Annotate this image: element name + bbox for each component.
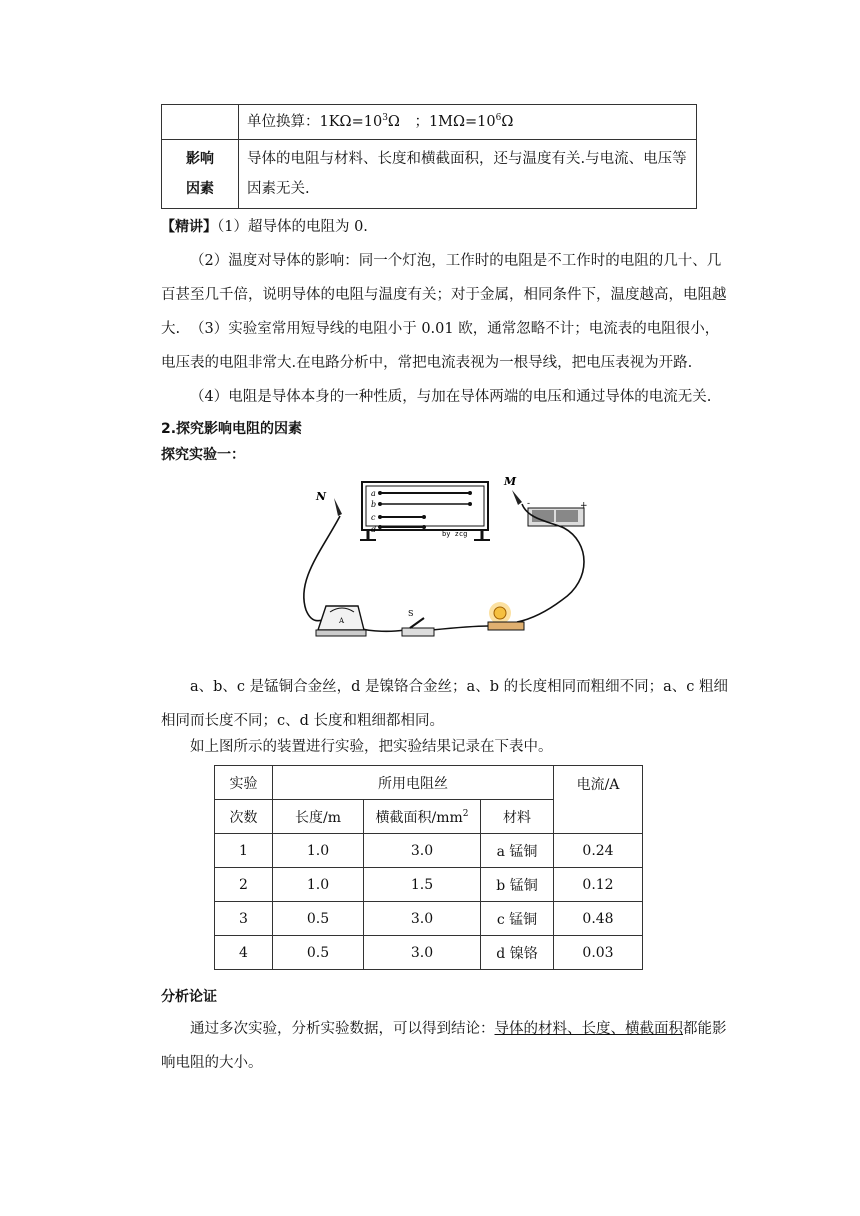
table-header-row: [215, 766, 643, 800]
header-area: 横截面积$/mm^2$: [364, 800, 481, 834]
resistance-board: [362, 482, 488, 530]
table-row: 2 1.0 1.5 b 锰铜 0.12: [215, 868, 643, 902]
switch: [402, 628, 434, 636]
header-trial-count: 次数: [215, 800, 273, 834]
analysis-text: 通过多次实验，分析实验数据，可以得到结论：导体的材料、长度、横截面积都能影响电阻的大小。: [161, 1021, 727, 1071]
unit-table: [161, 104, 697, 209]
table-row: 4 0.5 3.0 d 镍铬 0.03: [215, 936, 643, 970]
factors-text: 导体的电阻与材料、长度和横截面积，还与温度有关.与电流、电压等 因素无关.: [239, 140, 697, 209]
row-label: [162, 105, 239, 140]
svg-text:S: S: [408, 609, 414, 618]
wire-label-c: c: [371, 513, 376, 522]
circuit-figure: [292, 470, 592, 645]
board-text: by zcg: [442, 530, 468, 538]
experiment-title: 探究实验一：: [161, 447, 245, 463]
results-table: [214, 765, 643, 970]
header-length: 长度/m: [273, 800, 364, 834]
probe-label-m: M: [504, 475, 517, 488]
probe-label-n: N: [316, 490, 327, 503]
header-trial: 实验: [215, 766, 273, 800]
header-current: 电流/A: [554, 766, 643, 834]
table-row: [162, 140, 697, 209]
table-row: 1 1.0 3.0 a 锰铜 0.24: [215, 834, 643, 868]
probe-n: [334, 498, 342, 516]
note-2: （2）温度对导体的影响：同一个灯泡，工作时的电阻是不工作时的电阻的几十、几百甚至几千倍，说明导体的电阻与温度有关；对于金属，相同条件下，温度越高，电阻越大.: [161, 253, 727, 337]
table-row: 3 0.5 3.0 c 锰铜 0.48: [215, 902, 643, 936]
svg-text:A: A: [339, 617, 345, 625]
wire-label-a: a: [371, 489, 376, 498]
unit-conversion-text: 单位换算：$1K\Omega=10^3\Omega$ ；$1M\Omega=10^6\Omega$: [239, 105, 697, 140]
wire-description: a、b、c 是锰铜合金丝，d 是镍铬合金丝；a、b 的长度相同而粗细不同；a、c 粗细相同而长度不同；c、d 长度和粗细都相同。: [161, 679, 728, 729]
note-4: （4）电阻是导体本身的一种性质，与加在导体两端的电压和通过导体的电流无关.: [190, 389, 712, 405]
header-wire: 所用电阻丝: [273, 766, 554, 800]
analysis-title: 分析论证: [161, 989, 217, 1005]
bulb: [494, 607, 506, 619]
svg-text:+: +: [580, 501, 588, 511]
note-1: 【精讲】（1）超导体的电阻为 0.: [161, 219, 368, 235]
section-title: 2.探究影响电阻的因素: [161, 421, 303, 437]
wire-label-b: b: [371, 500, 377, 509]
row-label: 影响 因素: [162, 140, 239, 209]
probe-m: [512, 490, 522, 505]
svg-text:-: -: [527, 499, 531, 509]
table-row: [162, 105, 697, 140]
note-3: （3）实验室常用短导线的电阻小于 0.01 欧，通常忽略不计；电流表的电阻很小，电压表的电阻非常大.在电路分析中，常把电流表视为一根导线，把电压表视为开路.: [161, 321, 720, 371]
wire-label-d: d: [371, 525, 377, 534]
header-material: 材料: [481, 800, 554, 834]
table-intro: 如上图所示的装置进行实验，把实验结果记录在下表中。: [190, 739, 553, 755]
